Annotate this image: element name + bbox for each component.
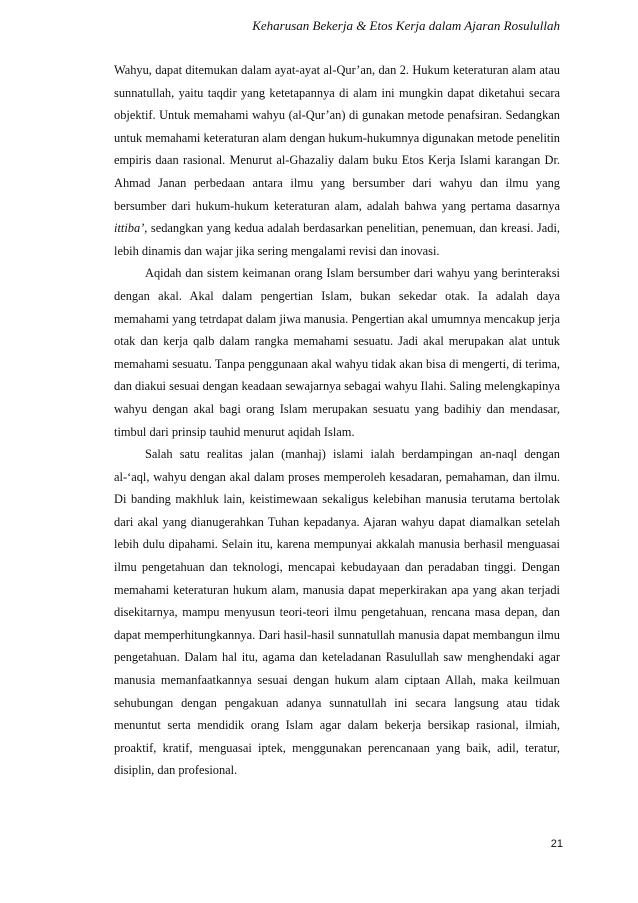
text-run: Wahyu, dapat ditemukan dalam ayat-ayat al-Qur’an, dan 2. Hukum keteraturan alam atau sunnatullah, yaitu taqdir yang ketetapannya di alam ini mungkin dapat diketahui secara objektif. Untuk memahami wahyu (al-Qur’an) di gunakan metode penafsiran. Sedangkan untuk memahami keteraturan alam dengan hukum-hukumnya digunakan metode penelitin empiris daan rasional. Menurut al-Ghazaliy dalam buku Etos Kerja Islami karangan Dr. Ahmad Janan perbedaan antara ilmu yang bersumber dari wahyu dan ilmu yang bersumber dari hukum-hukum keteraturan alam, adalah bahwa yang pertama dasarnya <box>114 63 560 213</box>
paragraph-continuation <box>114 59 560 262</box>
italic-term: ittiba’, <box>114 221 148 236</box>
paragraph-aqidah: Aqidah dan sistem keimanan orang Islam bersumber dari wahyu yang berinteraksi dengan akal. Akal dalam pengertian Islam, bukan sekedar otak. Ia adalah daya memahami yang tetrdapat dalam jiwa manusia. Pengertian akal umumnya mencakup jerja otak dan kerja qalb dalam rangka memahami sesuatu. Jadi akal merupakan alat untuk memahami sesuatu. Tanpa penggunaan akal wahyu tidak akan bisa di mengerti, di terima, dan diakui sesuai dengan keadaan sewajarnya sebagai wahyu Ilahi. Saling melengkapinya wahyu dengan akal bagi orang Islam merupakan sesuatu yang badihiy dan mendasar, timbul dari prinsip tauhid menurut aqidah Islam. <box>114 266 560 439</box>
body-text <box>114 59 560 782</box>
text-run: sedangkan yang kedua adalah berdasarkan penelitian, penemuan, dan kreasi. Jadi, lebih dinamis dan wajar jika sering mengalami revisi dan inovasi. <box>114 221 560 258</box>
running-header: Keharusan Bekerja & Etos Kerja dalam Ajaran Rosulullah <box>252 18 560 33</box>
page-number: 21 <box>550 838 563 850</box>
paragraph-manhaj: Salah satu realitas jalan (manhaj) islami ialah berdampingan an-naql dengan al-‘aql, wahyu dengan akal dalam proses memperoleh kesadaran, pemahaman, dan ilmu. Di banding makhluk lain, keistimewaan sekaligus kelebihan manusia terutama bertolak dari akal yang dianugerahkan Tuhan kepadanya. Ajaran wahyu dapat diamalkan setelah lebih dulu dipahami. Selain itu, karena mempunyai akkalah manusia berhasil menguasai ilmu pengetahuan dan teknologi, mencapai kebudayaan dan peradaban tinggi. Dengan memahami keteraturan hukum alam, manusia dapat meperkirakan apa yang akan terjadi disekitarnya, mampu menyusun teori-teori ilmu pengetahuan, rencana masa depan, dan dapat memperhitungkannya. Dari hasil-hasil sunnatullah manusia dapat membangun ilmu pengetahuan. Dalam hal itu, agama dan keteladanan Rasulullah saw menghendaki agar manusia memanfaatkannya sesuai dengan hukum alam ciptaan Allah, maka keilmuan sehubungan dengan pengakuan adanya sunnatullah ini secara langsung atau tidak menuntut serta mendidik orang Islam agar dalam bekerja bersikap rasional, ilmiah, proaktif, kratif, menguasai iptek, menggunakan perencanaan yang baik, adil, teratur, disiplin, dan profesional. <box>114 447 560 778</box>
